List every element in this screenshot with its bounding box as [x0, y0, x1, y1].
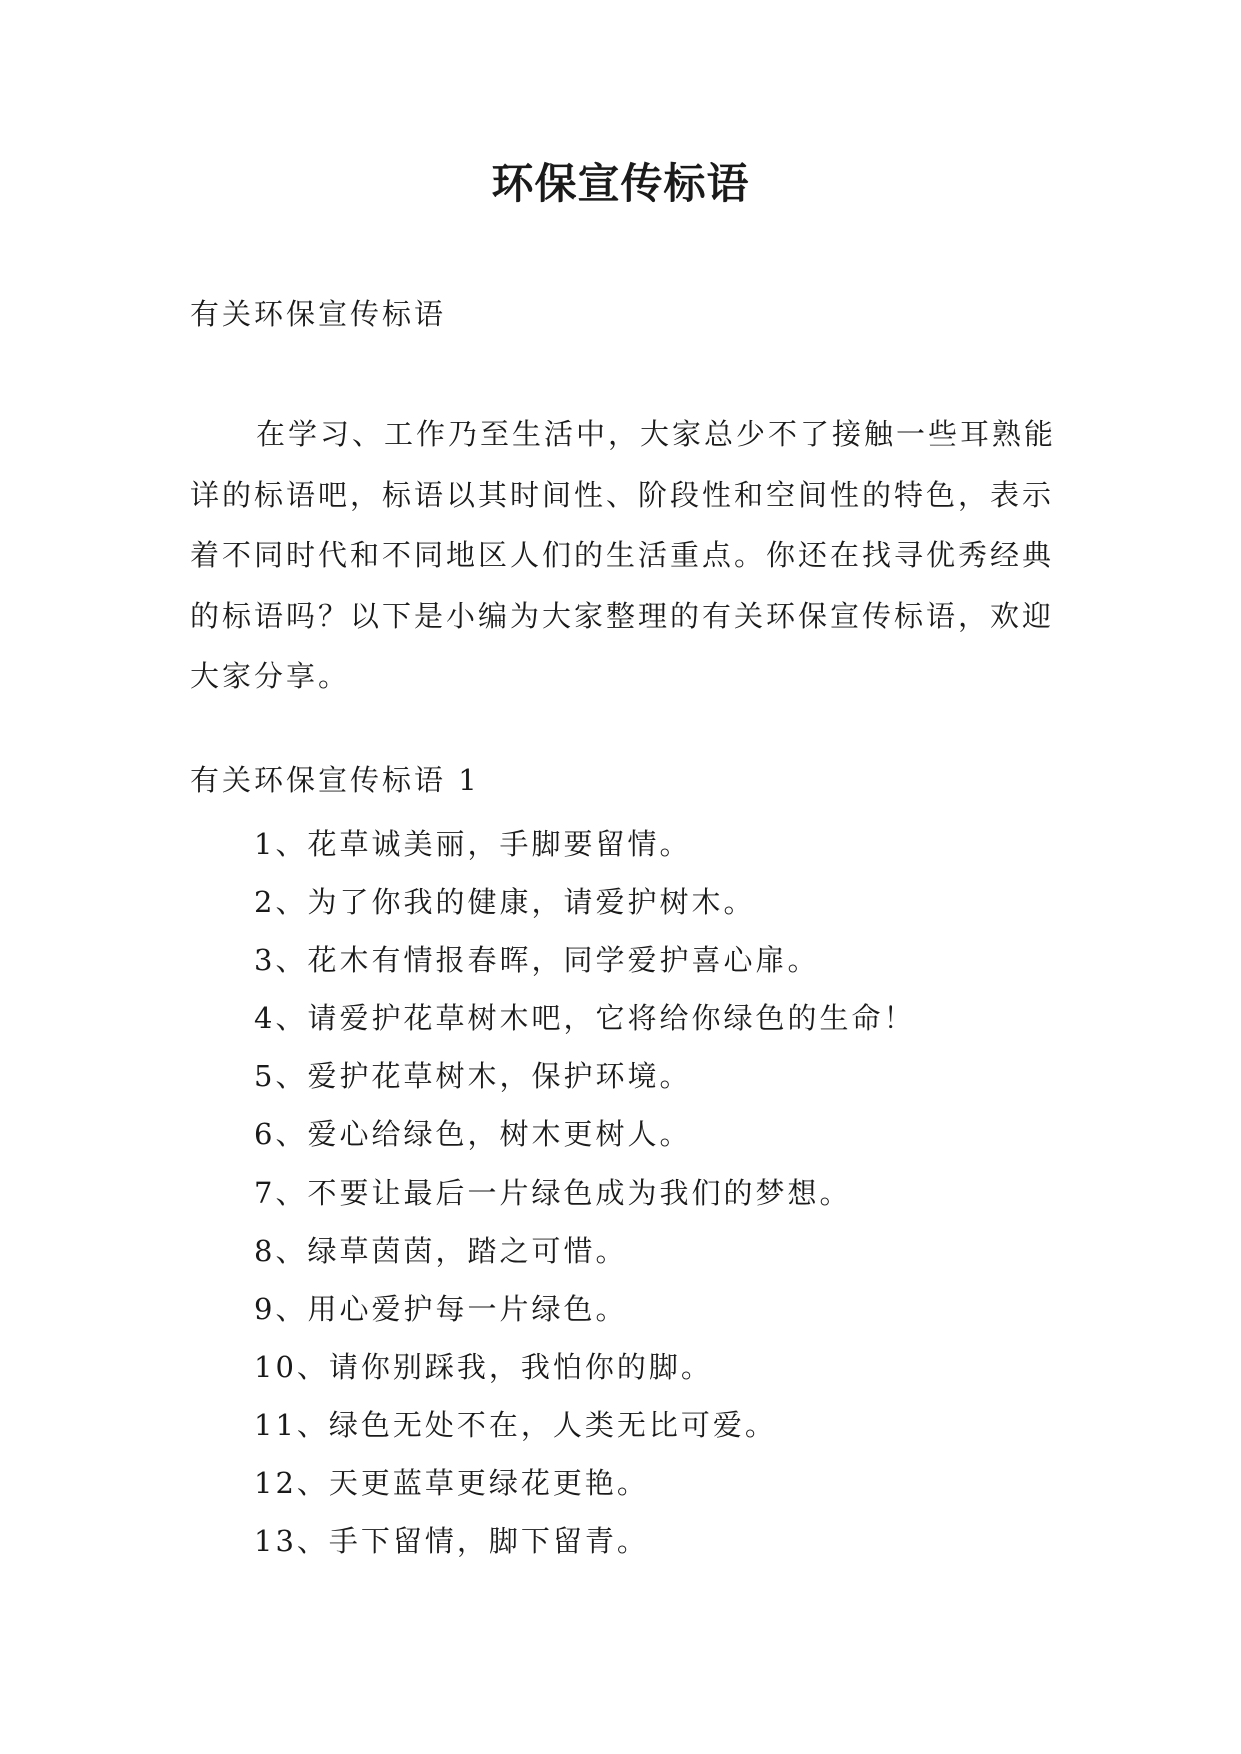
- slogan-item: 1、花草诚美丽，手脚要留情。: [254, 827, 692, 861]
- slogan-item: 3、花木有情报春晖，同学爱护喜心扉。: [254, 943, 820, 978]
- slogan-item: 5、爱护花草树木，保护环境。: [254, 1059, 692, 1094]
- slogan-item: 6、爱心给绿色，树木更树人。: [254, 1117, 692, 1152]
- slogan-item: 13、手下留情，脚下留青。: [254, 1524, 649, 1559]
- slogan-item: 8、绿草茵茵，踏之可惜。: [254, 1233, 628, 1268]
- slogan-item: 7、不要让最后一片绿色成为我们的梦想。: [254, 1175, 852, 1210]
- slogan-item: 2、为了你我的健康，请爱护树木。: [254, 885, 756, 920]
- slogan-item: 10、请你别踩我，我怕你的脚。: [254, 1349, 713, 1384]
- slogan-item: 11、绿色无处不在，人类无比可爱。: [254, 1407, 777, 1442]
- slogan-item: 12、天更蓝草更绿花更艳。: [254, 1466, 649, 1501]
- document-subtitle: 有关环保宣传标语: [190, 297, 447, 331]
- intro-paragraph: 在学习、工作乃至生活中，大家总少不了接触一些耳熟能详的标语吧，标语以其时间性、阶段性和空间性的特色，表示着不同时代和不同地区人们的生活重点。你还在找寻优秀经典的标语吗？以下是小编为大家整理的有关环保宣传标语，欢迎大家分享。: [190, 417, 1057, 693]
- slogan-item: 4、请爱护花草树木吧，它将给你绿色的生命！: [254, 1001, 916, 1036]
- section-heading: 有关环保宣传标语 1: [190, 763, 480, 797]
- slogan-item: 9、用心爱护每一片绿色。: [254, 1291, 628, 1326]
- slogan-list: [254, 815, 915, 1570]
- document-title: 环保宣传标语: [491, 159, 750, 208]
